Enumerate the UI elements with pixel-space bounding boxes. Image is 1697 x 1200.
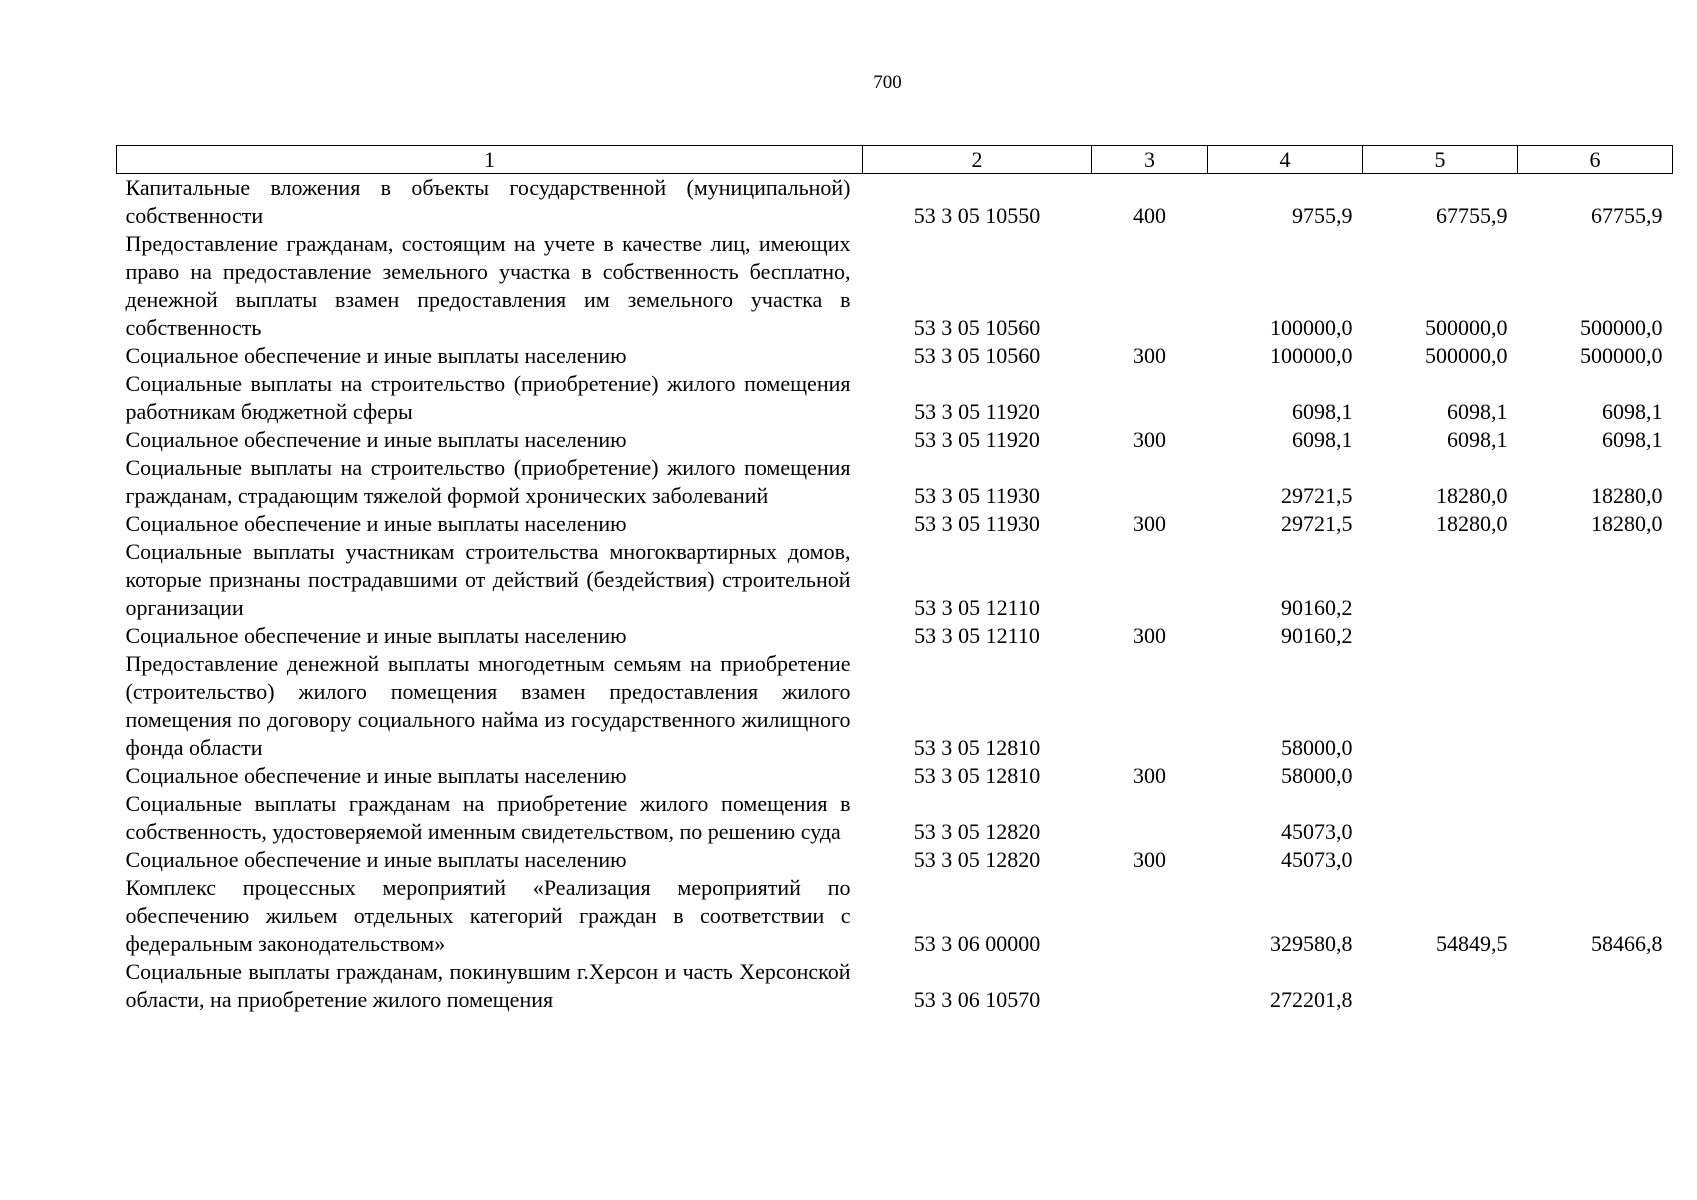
row-value-col-6: [1518, 622, 1673, 650]
table-row: [117, 958, 1673, 1014]
row-value-col-4: 45073,0: [1281, 847, 1353, 872]
row-value-col-4: 29721,5: [1281, 483, 1353, 508]
row-expense-type: 300: [1133, 511, 1166, 536]
row-value-col-6: 500000,0: [1580, 343, 1663, 368]
row-value-col-4: 29721,5: [1281, 511, 1353, 536]
row-code: 53 3 05 12810: [913, 763, 1041, 788]
row-value-col-6: 6098,1: [1602, 427, 1663, 452]
table-row: [117, 370, 1673, 426]
row-value-col-4: 272201,8: [1270, 987, 1353, 1012]
row-code: 53 3 05 12820: [913, 847, 1041, 872]
row-value-col-5: [1363, 622, 1518, 650]
header-col-4: 4: [1208, 146, 1363, 174]
row-value-col-5: [1363, 762, 1518, 790]
row-value-col-5: [1363, 958, 1518, 1014]
row-name: Социальные выплаты гражданам, покинувшим г.Херсон и часть Херсонской области, на приобретение жилого помещения: [125, 959, 851, 1012]
row-value-col-6: [1518, 538, 1673, 622]
row-value-col-4: 45073,0: [1281, 819, 1353, 844]
row-name: Социальное обеспечение и иные выплаты населению: [125, 847, 627, 872]
row-value-col-6: [1518, 846, 1673, 874]
table-row: [117, 454, 1673, 510]
row-value-col-6: [1518, 650, 1673, 762]
row-name: Капитальные вложения в объекты государственной (муниципальной) собственности: [125, 175, 851, 228]
row-name: Социальное обеспечение и иные выплаты населению: [125, 511, 627, 536]
row-value-col-4: 6098,1: [1292, 427, 1353, 452]
row-value-col-6: 58466,8: [1591, 931, 1663, 956]
table-row: [117, 762, 1673, 790]
row-value-col-4: 58000,0: [1281, 735, 1353, 760]
row-code: 53 3 06 00000: [913, 931, 1041, 956]
row-value-col-4: 329580,8: [1270, 931, 1353, 956]
row-value-col-5: 6098,1: [1447, 427, 1508, 452]
row-expense-type: 300: [1133, 343, 1166, 368]
row-code: 53 3 05 10560: [913, 343, 1041, 368]
row-value-col-5: 54849,5: [1436, 931, 1508, 956]
row-expense-type: 400: [1133, 203, 1166, 228]
row-value-col-5: [1363, 846, 1518, 874]
row-expense-type: [1092, 538, 1208, 622]
header-col-5: 5: [1363, 146, 1518, 174]
row-value-col-5: 18280,0: [1436, 483, 1508, 508]
row-code: 53 3 05 11920: [914, 399, 1040, 424]
row-value-col-5: [1363, 790, 1518, 846]
row-expense-type: [1092, 958, 1208, 1014]
row-value-col-6: 500000,0: [1580, 315, 1663, 340]
row-name: Социальные выплаты участникам строительства многоквартирных домов, которые признаны пострадавшими от действий (бездействия) строительной организации: [125, 539, 851, 620]
row-code: 53 3 05 12820: [913, 819, 1041, 844]
row-value-col-5: [1363, 538, 1518, 622]
row-value-col-5: 18280,0: [1436, 511, 1508, 536]
row-expense-type: [1092, 790, 1208, 846]
row-value-col-6: 18280,0: [1591, 511, 1663, 536]
header-col-6: 6: [1518, 146, 1673, 174]
row-value-col-5: 500000,0: [1425, 315, 1508, 340]
row-name: Социальные выплаты на строительство (приобретение) жилого помещения работникам бюджетной сферы: [125, 371, 851, 424]
row-expense-type: [1092, 454, 1208, 510]
row-value-col-4: 6098,1: [1292, 399, 1353, 424]
row-value-col-4: 9755,9: [1292, 203, 1353, 228]
row-code: 53 3 05 11930: [914, 483, 1040, 508]
table-row: [117, 174, 1673, 231]
row-value-col-5: [1363, 650, 1518, 762]
page-number: 700: [873, 72, 902, 93]
row-expense-type: 300: [1133, 847, 1166, 872]
table-row: [117, 538, 1673, 622]
header-col-1: 1: [117, 146, 863, 174]
row-expense-type: [1092, 230, 1208, 342]
header-col-3: 3: [1092, 146, 1208, 174]
table-row: [117, 510, 1673, 538]
row-code: 53 3 05 11930: [914, 511, 1040, 536]
row-expense-type: [1092, 370, 1208, 426]
table-row: [117, 846, 1673, 874]
row-expense-type: 300: [1133, 763, 1166, 788]
row-expense-type: [1092, 650, 1208, 762]
row-name: Предоставление гражданам, состоящим на учете в качестве лиц, имеющих право на предоставление земельного участка в собственность бесплатно, денежной выплаты взамен предоставления им земельного участка в собственность: [125, 231, 851, 340]
row-name: Социальное обеспечение и иные выплаты населению: [125, 763, 627, 788]
row-code: 53 3 05 11920: [914, 427, 1040, 452]
row-name: Социальные выплаты на строительство (приобретение) жилого помещения гражданам, страдающим тяжелой формой хронических заболеваний: [125, 455, 851, 508]
row-name: Социальное обеспечение и иные выплаты населению: [125, 427, 627, 452]
row-value-col-5: 67755,9: [1436, 203, 1508, 228]
row-code: 53 3 05 10560: [913, 315, 1041, 340]
row-expense-type: 300: [1133, 427, 1166, 452]
row-value-col-5: 500000,0: [1425, 343, 1508, 368]
row-name: Предоставление денежной выплаты многодетным семьям на приобретение (строительство) жилого помещения взамен предоставления жилого помещения по договору социального найма из государственного жилищного фонда области: [125, 651, 851, 760]
row-value-col-6: [1518, 958, 1673, 1014]
row-value-col-6: 67755,9: [1591, 203, 1663, 228]
row-expense-type: [1092, 874, 1208, 958]
row-code: 53 3 05 12110: [914, 623, 1040, 648]
table-row: [117, 426, 1673, 454]
row-value-col-4: 90160,2: [1281, 595, 1353, 620]
row-value-col-6: 18280,0: [1591, 483, 1663, 508]
row-value-col-6: 6098,1: [1602, 399, 1663, 424]
row-value-col-5: 6098,1: [1447, 399, 1508, 424]
row-value-col-4: 100000,0: [1270, 343, 1353, 368]
header-col-2: 2: [863, 146, 1092, 174]
row-value-col-6: [1518, 762, 1673, 790]
row-name: Социальное обеспечение и иные выплаты населению: [125, 623, 627, 648]
row-value-col-6: [1518, 790, 1673, 846]
row-code: 53 3 05 12810: [913, 735, 1041, 760]
row-value-col-4: 100000,0: [1270, 315, 1353, 340]
row-code: 53 3 06 10570: [913, 987, 1041, 1012]
table-row: [117, 342, 1673, 370]
row-value-col-4: 58000,0: [1281, 763, 1353, 788]
row-value-col-4: 90160,2: [1281, 623, 1353, 648]
table-row: [117, 622, 1673, 650]
row-code: 53 3 05 10550: [913, 203, 1041, 228]
table-body: [117, 174, 1673, 1015]
row-code: 53 3 05 12110: [914, 595, 1040, 620]
table-row: [117, 790, 1673, 846]
table-row: [117, 230, 1673, 342]
row-name: Комплекс процессных мероприятий «Реализация мероприятий по обеспечению жильем отдельных категорий граждан в соответствии с федеральным законодательством»: [125, 875, 851, 956]
table-row: [117, 874, 1673, 958]
header-row: [117, 146, 1673, 174]
budget-table: [116, 145, 1673, 1014]
row-name: Социальное обеспечение и иные выплаты населению: [125, 343, 627, 368]
row-name: Социальные выплаты гражданам на приобретение жилого помещения в собственность, удостоверяемой именным свидетельством, по решению суда: [125, 791, 851, 844]
row-expense-type: 300: [1133, 623, 1166, 648]
table-header: [117, 146, 1673, 174]
table-row: [117, 650, 1673, 762]
